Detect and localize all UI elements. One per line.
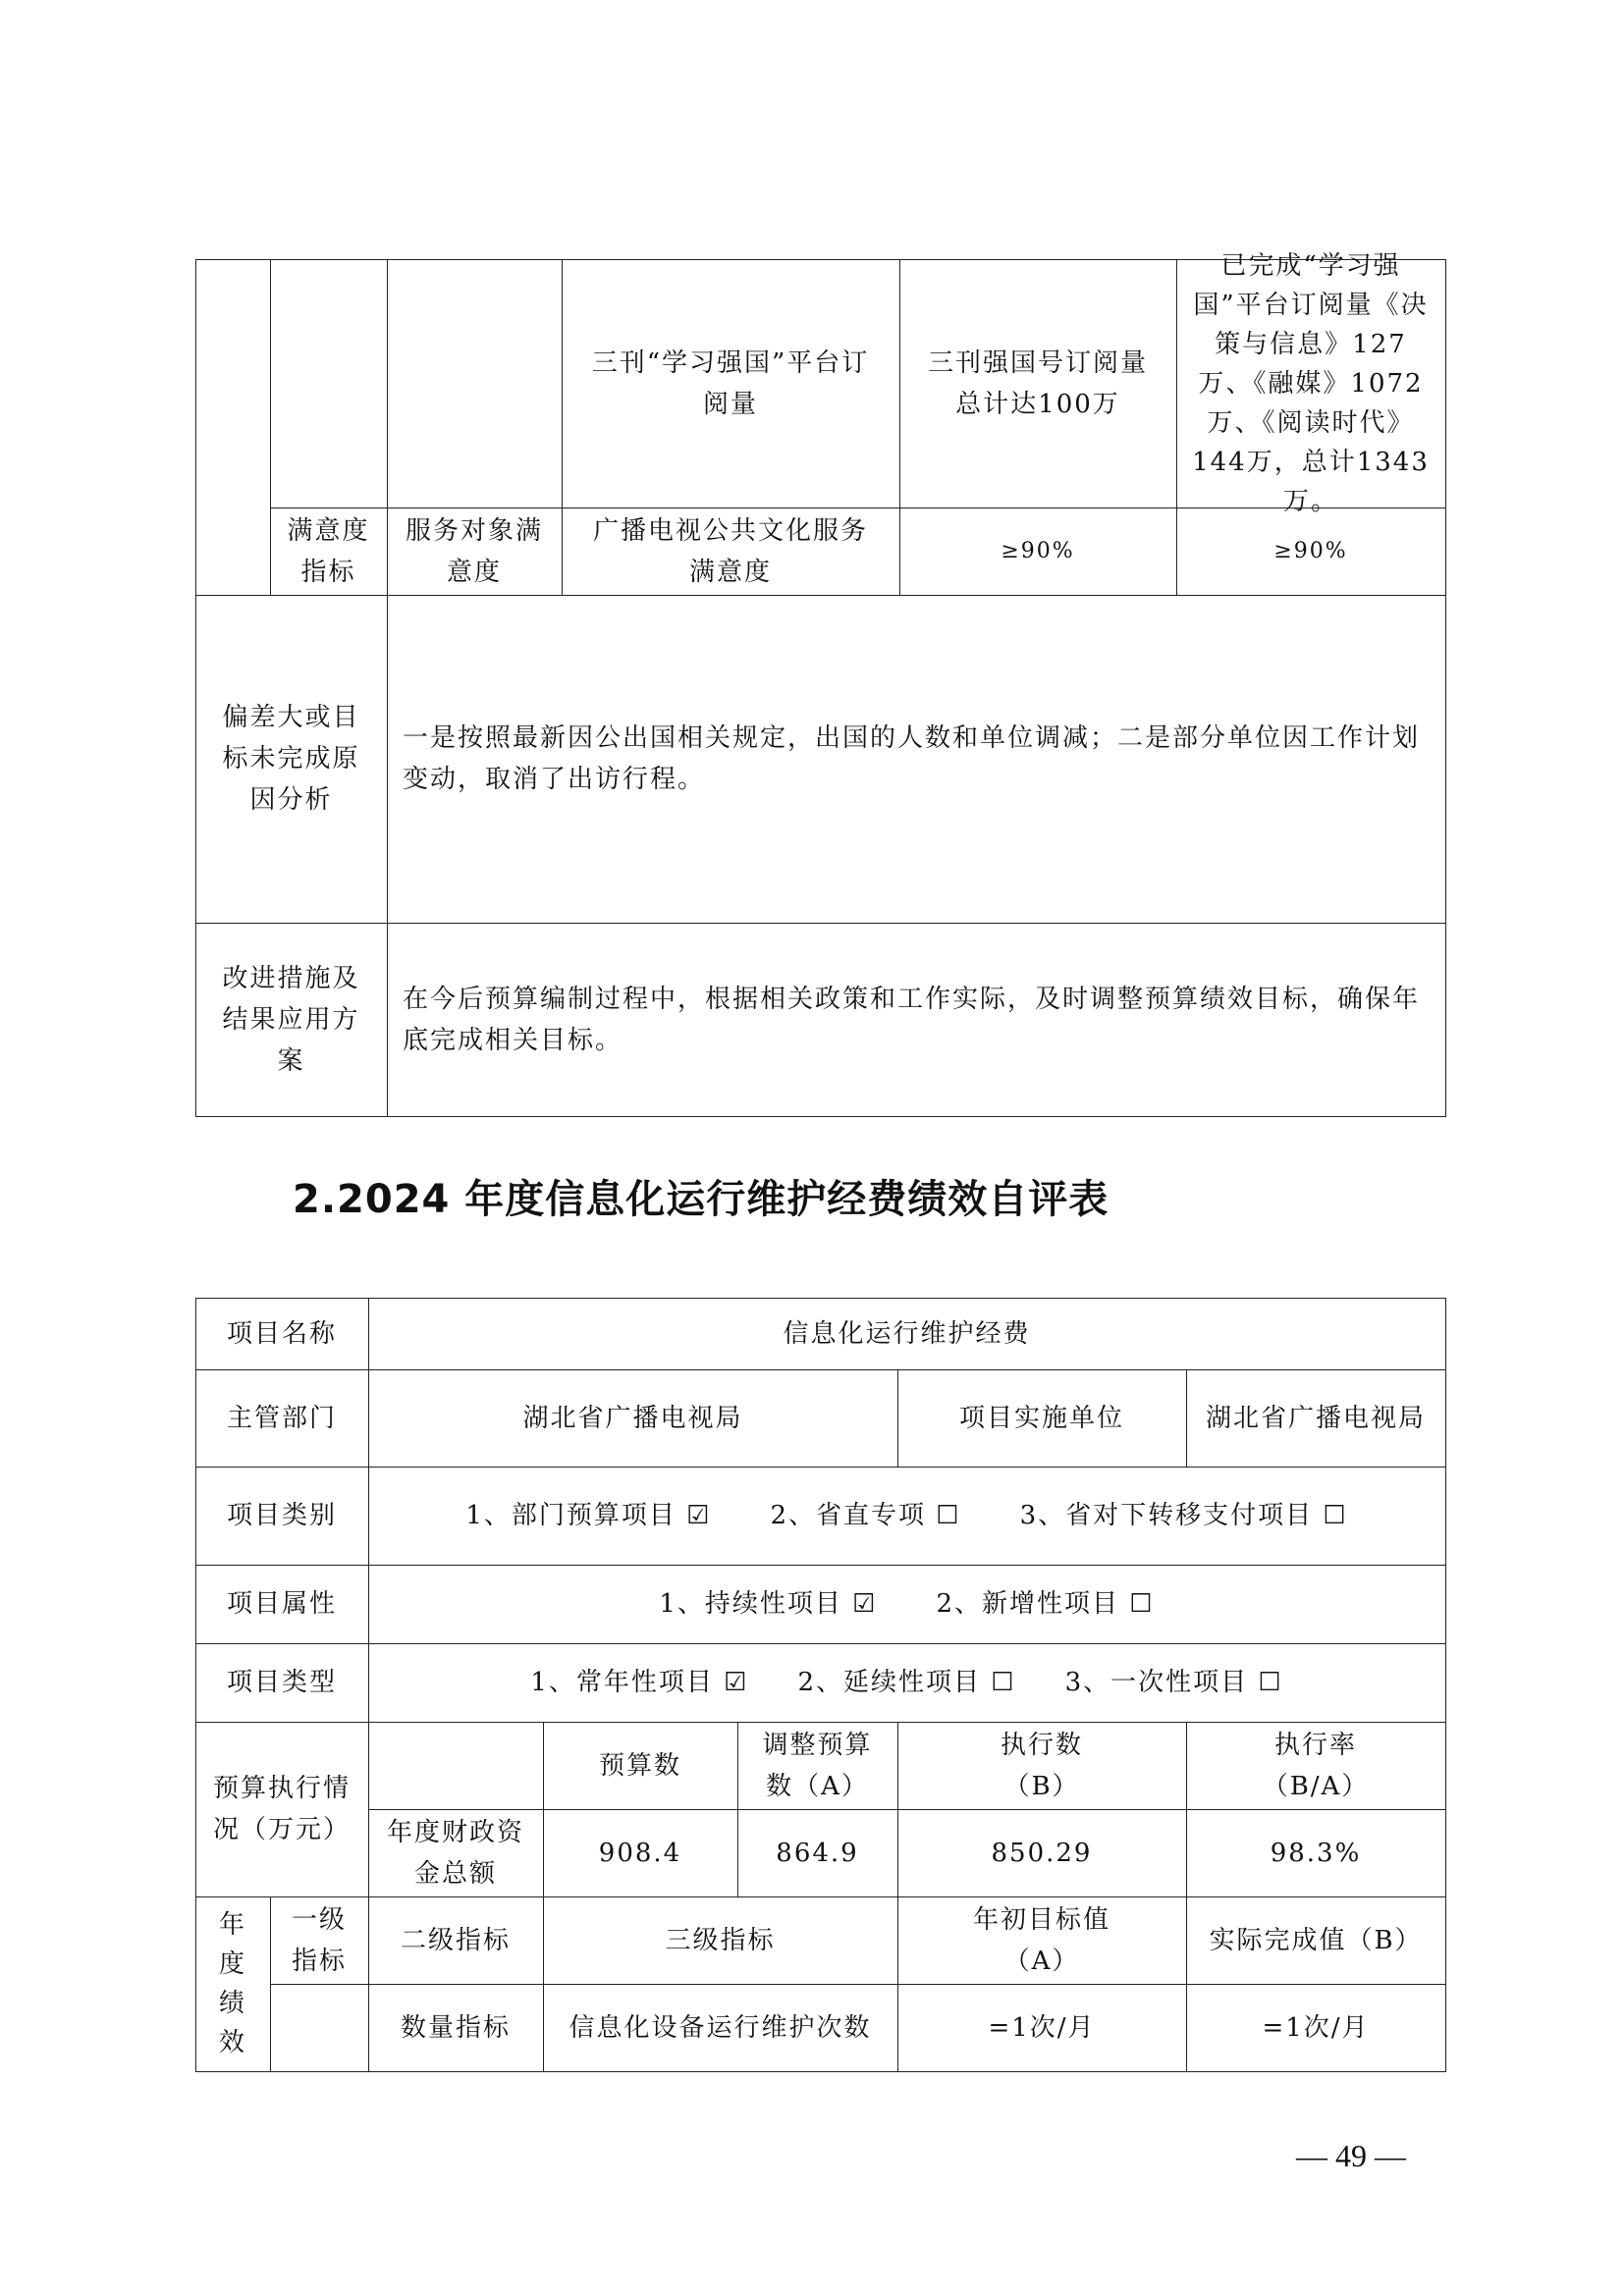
indicator-header-level2: 二级指标 [400, 1925, 511, 1955]
fund-label: 年度财政资金总额 [386, 1817, 524, 1889]
indicator-header-level1: 一级指标 [291, 1904, 347, 1976]
dept-label: 主管部门 [226, 1403, 337, 1433]
category-label: 项目类别 [226, 1501, 337, 1530]
improvement-text: 在今后预算编制过程中，根据相关政策和工作实际，及时调整预算绩效目标，确保年底完成相关目标。 [403, 984, 1421, 1055]
deviation-label: 偏差大或目标未完成原因分析 [222, 703, 360, 815]
fund-budget: 908.4 [598, 1838, 682, 1868]
fund-adjusted: 864.9 [776, 1838, 859, 1868]
impl-label: 项目实施单位 [958, 1403, 1124, 1433]
subscription-actual: 已完成“学习强国”平台订阅量《决策与信息》127万、《融媒》1072万、《阅读时代》144万，总计1343万。 [1192, 250, 1430, 516]
maintenance-target: =1次/月 [988, 2012, 1096, 2043]
budget-header-rate: 执行率（B/A） [1262, 1730, 1370, 1801]
deviation-text: 一是按照最新因公出国相关规定，出国的人数和单位调减；二是部分单位因工作计划变动，取消了出访行程。 [403, 723, 1421, 794]
fund-executed: 850.29 [991, 1838, 1093, 1868]
satisfaction-target: ≥90% [1001, 538, 1075, 563]
project-name-label: 项目名称 [226, 1318, 337, 1349]
type-option: 1、常年性项目 ☑ [530, 1668, 749, 1697]
maintenance-count-indicator: 信息化设备运行维护次数 [568, 2012, 872, 2043]
satisfaction-actual: ≥90% [1273, 538, 1348, 563]
attr-options [368, 1565, 1445, 1643]
project-name: 信息化运行维护经费 [783, 1318, 1031, 1349]
satisfaction-level3: 广播电视公共文化服务满意度 [592, 515, 868, 587]
type-options [368, 1643, 1445, 1722]
dept-value: 湖北省广播电视局 [522, 1403, 743, 1433]
indicator-header-actual: 实际完成值（B） [1209, 1925, 1423, 1955]
satisfaction-level2: 服务对象满意度 [405, 515, 543, 587]
indicator-header-target: 年初目标值（A） [972, 1904, 1110, 1976]
budget-header-executed: 执行数（B） [1000, 1730, 1083, 1801]
maintenance-actual: =1次/月 [1262, 2012, 1370, 2043]
category-option: 3、省对下转移支付项目 ☐ [1019, 1501, 1348, 1530]
subscription-indicator-name: 三刊“学习强国”平台订阅量 [591, 347, 870, 419]
satisfaction-level1: 满意度指标 [287, 515, 370, 587]
fund-rate: 98.3% [1270, 1838, 1362, 1868]
budget-header-budget: 预算数 [598, 1750, 681, 1781]
section-heading: 2.2024 年度信息化运行维护经费绩效自评表 [293, 1177, 1110, 1222]
type-label: 项目类型 [226, 1668, 337, 1697]
type-option: 3、一次性项目 ☐ [1064, 1668, 1283, 1697]
category-options [368, 1467, 1445, 1565]
page-number: — 49 — [1296, 2138, 1406, 2173]
category-option: 2、省直专项 ☐ [770, 1501, 961, 1530]
impl-value: 湖北省广播电视局 [1205, 1403, 1426, 1433]
attr-option: 2、新增性项目 ☐ [936, 1589, 1155, 1619]
budget-header-adjusted: 调整预算数（A） [762, 1730, 873, 1801]
indicator-header-level3: 三级指标 [665, 1925, 776, 1955]
category-option: 1、部门预算项目 ☑ [465, 1501, 712, 1530]
improvement-label: 改进措施及结果应用方案 [222, 963, 360, 1076]
subscription-target: 三刊强国号订阅量总计达100万 [927, 347, 1148, 419]
type-option: 2、延续性项目 ☐ [797, 1668, 1016, 1697]
year-performance-label: 年度绩效 [218, 1910, 246, 2057]
budget-label: 预算执行情况（万元） [212, 1774, 351, 1844]
attr-option: 1、持续性项目 ☑ [659, 1589, 878, 1619]
attr-label: 项目属性 [226, 1589, 337, 1619]
quantity-indicator: 数量指标 [400, 2012, 511, 2043]
